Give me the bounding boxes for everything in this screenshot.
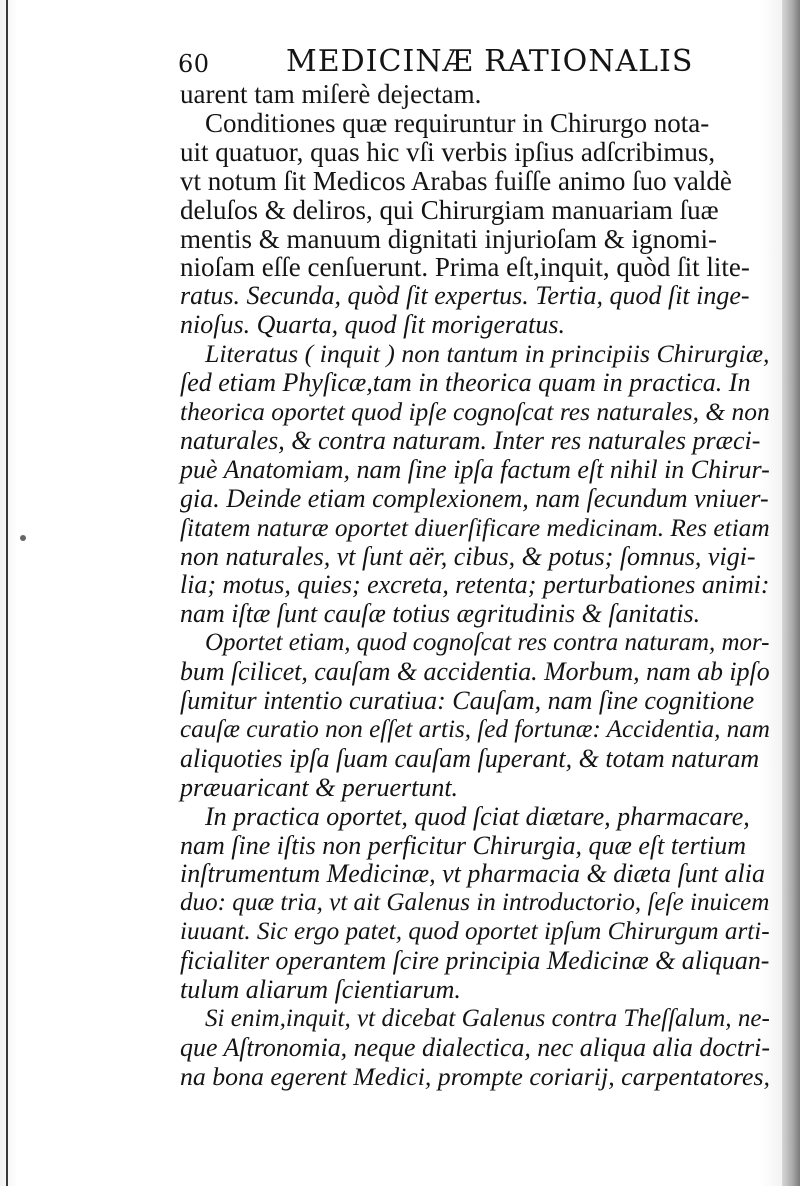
text-line: ratus. Secunda, quòd ſit expertus. Tertia, quod ſit inge- bbox=[180, 281, 750, 311]
text-line: na bona egerent Medici, prompte coriarij, carpentatores, bbox=[180, 1061, 770, 1091]
text-line: iuuant. Sic ergo patet, quod oportet ipſum Chirurgum arti- bbox=[180, 918, 770, 946]
text-line: aliquoties ipſa ſuam cauſam ſuperant, & totam naturam bbox=[180, 743, 760, 773]
text-line: In practica oportet, quod ſciat diætare, pharmacare, bbox=[205, 801, 750, 831]
text-line: inſtrumentum Medicinæ, vt pharmacia & diæta ſunt alia bbox=[180, 859, 765, 889]
text-line: ficialiter operantem ſcire principia Medicinæ & aliquan- bbox=[180, 946, 770, 976]
text-line: tulum aliarum ſcientiarum. bbox=[180, 975, 461, 1005]
text-line: uarent tam miſerè dejectam. bbox=[180, 79, 482, 109]
text-line: bum ſcilicet, cauſam & accidentia. Morbum, nam ab ipſo bbox=[180, 657, 770, 687]
running-title: MEDICINÆ RATIONALIS bbox=[286, 44, 694, 79]
margin-ink-spot bbox=[20, 535, 26, 541]
text-line: naturales, & contra naturam. Inter res naturales præci- bbox=[180, 425, 761, 455]
text-line: lia; motus, quies; excreta, retenta; perturbationes animi: bbox=[180, 570, 770, 600]
text-line: Conditiones quæ requiruntur in Chirurgo nota- bbox=[205, 107, 710, 138]
page-fore-edge bbox=[782, 0, 800, 1186]
text-line: cauſæ curatio non eſſet artis, ſed fortunæ: Accidentia, nam bbox=[180, 715, 770, 743]
text-line: nioſam eſſe cenſuerunt. Prima eſt,inquit, quòd ſit lite- bbox=[180, 252, 750, 283]
text-line: nam iſtæ ſunt cauſæ totius ægritudinis & ſanitatis. bbox=[180, 599, 701, 629]
text-line: que Aſtronomia, neque dialectica, nec aliqua alia doctri- bbox=[180, 1032, 770, 1062]
text-line: Oportet etiam, quod cognoſcat res contra naturam, mor- bbox=[205, 629, 770, 657]
text-line: Si enim,inquit, vt dicebat Galenus contra Theſſalum, ne- bbox=[205, 1005, 770, 1032]
body-text bbox=[180, 80, 770, 1092]
text-line: ſitatem naturæ oportet diuerſificare medicinam. Res etiam bbox=[180, 513, 770, 542]
text-line: non naturales, vt ſunt aër, cibus, & potus; ſomnus, vigi- bbox=[180, 541, 756, 571]
page-gutter-edge bbox=[6, 0, 8, 1186]
text-line: præuaricant & peruertunt. bbox=[180, 772, 459, 802]
text-line: duo: quæ tria, vt ait Galenus in introductorio, ſeſe inuicem bbox=[180, 889, 770, 917]
page-number: 60 bbox=[178, 50, 210, 78]
text-line: vt notum ſit Medicos Arabas fuiſſe animo ſuo valdè bbox=[180, 165, 732, 196]
text-line: ſumitur intentio curatiua: Cauſam, nam ſine cognitione bbox=[180, 686, 755, 716]
text-line: gia. Deinde etiam complexionem, nam ſecundum vniuer- bbox=[180, 483, 769, 513]
text-line: mentis & manuum dignitati injurioſam & ignomi- bbox=[180, 223, 717, 254]
text-line: puè Anatomiam, nam ſine ipſa factum eſt nihil in Chirur- bbox=[180, 454, 770, 484]
text-line: nioſus. Quarta, quod ſit morigeratus. bbox=[180, 310, 565, 340]
text-line: nam ſine iſtis non perficitur Chirurgia, quæ eſt tertium bbox=[180, 830, 746, 860]
text-line: theorica oportet quod ipſe cognoſcat res naturales, & non bbox=[180, 396, 770, 426]
text-line: deluſos & deliros, qui Chirurgiam manuariam ſuæ bbox=[180, 194, 719, 225]
text-line: ſed etiam Phyſicæ,tam in theorica quam in practica. In bbox=[180, 368, 751, 398]
text-line: Literatus ( inquit ) non tantum in principiis Chirurgiæ, bbox=[205, 339, 770, 369]
text-line: uit quatuor, quas hic vſi verbis ipſius adſcribimus, bbox=[180, 136, 716, 167]
